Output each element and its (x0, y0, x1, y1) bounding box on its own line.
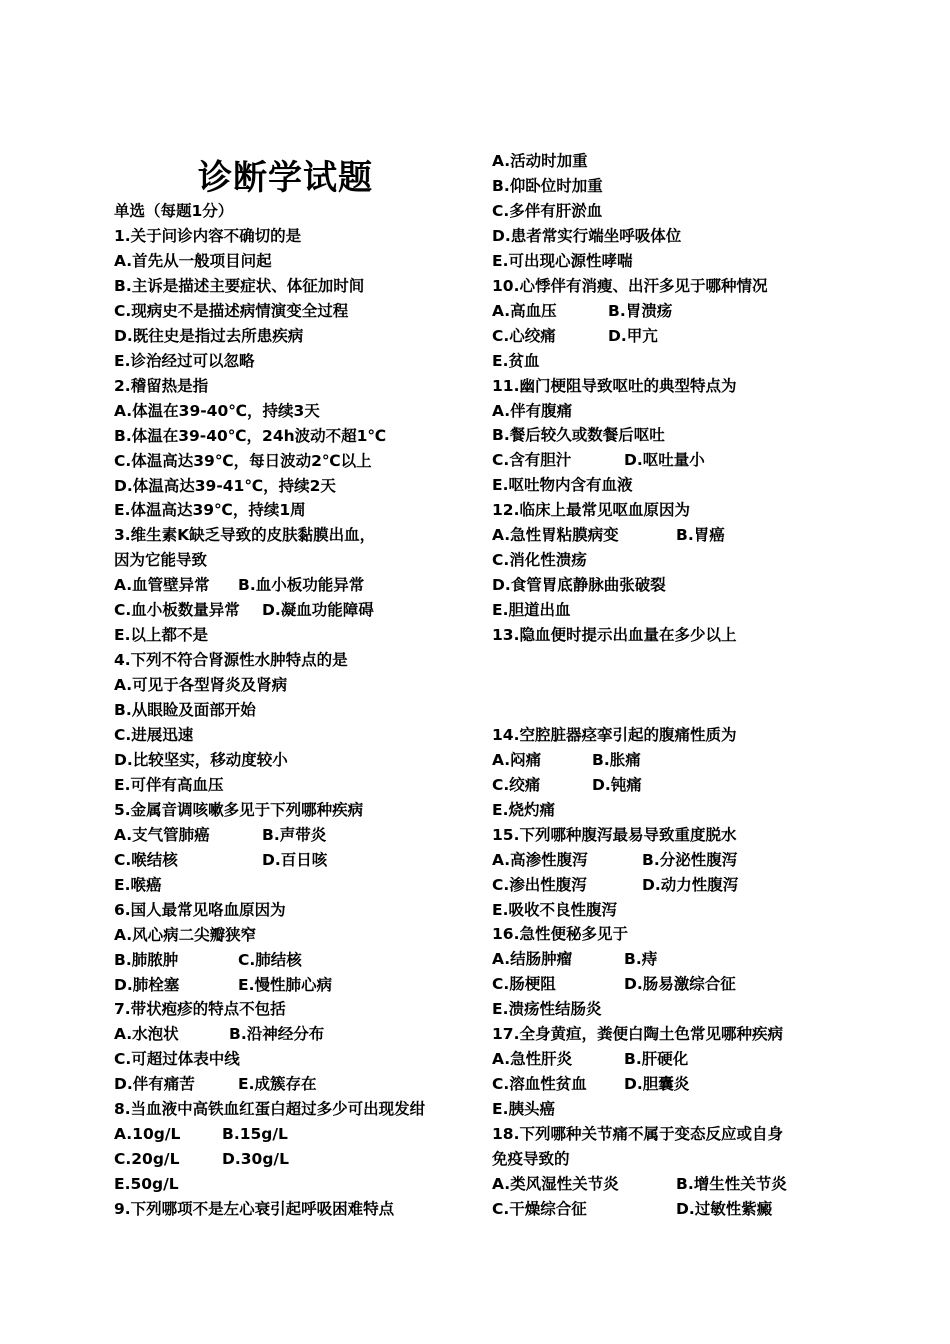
line-text: D.食管胃底静脉曲张破裂 (492, 576, 666, 595)
left-line (114, 1049, 240, 1069)
line-text: C.20g/L (114, 1150, 180, 1169)
right-line (492, 1049, 689, 1069)
left-line (114, 476, 336, 496)
left-line (114, 500, 306, 520)
line-text: 13.隐血便时提示出血量在多少以上 (492, 626, 737, 645)
left-line (114, 1099, 425, 1119)
line-option-second: D.呕吐量小 (624, 451, 705, 470)
line-option-second: E.慢性肺心病 (238, 975, 332, 994)
left-line (114, 550, 207, 570)
left-line (114, 625, 208, 645)
line-text: A.类风湿性关节炎 (492, 1174, 619, 1193)
right-line (492, 1124, 783, 1144)
line-text: E.溃疡性结肠炎 (492, 1000, 602, 1019)
line-text: E.胰头癌 (492, 1100, 555, 1119)
line-text: 6.国人最常见咯血原因为 (114, 900, 286, 919)
line-text: A.水泡状 (114, 1025, 179, 1044)
line-text: 2.稽留热是指 (114, 376, 209, 395)
right-line (492, 276, 767, 296)
line-option-second: D.肠易激综合征 (624, 975, 736, 994)
right-line (492, 900, 617, 920)
left-line (114, 975, 332, 995)
left-line (114, 999, 286, 1019)
line-option-second: B.胃癌 (676, 526, 725, 545)
left-line (114, 401, 320, 421)
line-text: 4.下列不符合肾源性水肿特点的是 (114, 651, 348, 670)
line-text: D.肺栓塞 (114, 975, 180, 994)
line-text: A.活动时加重 (492, 152, 588, 170)
line-text: 8.当血液中高铁血红蛋白超过多少可出现发绀 (114, 1100, 426, 1119)
line-text: A.10g/L (114, 1125, 181, 1144)
line-text: D.患者常实行端坐呼吸体位 (492, 226, 682, 245)
right-line (492, 750, 641, 770)
left-line (114, 351, 254, 371)
line-option-second: B.胀痛 (592, 750, 641, 769)
left-line (114, 1074, 317, 1094)
line-text: B.餐后较久或数餐后呕吐 (492, 426, 665, 445)
line-option-second: B.肝硬化 (624, 1050, 689, 1069)
line-text: A.急性肝炎 (492, 1050, 573, 1069)
line-option-second: D.百日咳 (262, 850, 328, 869)
line-text: A.支气管肺癌 (114, 825, 210, 844)
line-option-second: D.过敏性紫癜 (676, 1199, 773, 1218)
line-text: A.结肠肿瘤 (492, 950, 573, 969)
left-line (114, 1124, 288, 1144)
left-line (114, 900, 286, 920)
line-text: D.比较坚实，移动度较小 (114, 750, 288, 769)
line-option-second: B.沿神经分布 (229, 1025, 325, 1044)
left-line (114, 850, 328, 870)
line-text: C.消化性溃疡 (492, 551, 587, 570)
line-option-second: D.30g/L (222, 1150, 289, 1169)
line-text: B.主诉是描述主要症状、体征加时间 (114, 276, 365, 295)
right-line (492, 1024, 783, 1044)
right-line (492, 251, 632, 271)
line-text: E.可出现心源性哮喘 (492, 251, 633, 270)
line-option-second: D.动力性腹泻 (642, 875, 739, 894)
line-text: 14.空腔脏器痉挛引起的腹痛性质为 (492, 725, 737, 744)
line-option-second: B.分泌性腹泻 (642, 850, 738, 869)
right-line (492, 800, 555, 820)
line-text: E.诊治经过可以忽略 (114, 351, 255, 370)
right-line (492, 725, 736, 745)
line-text: C.多伴有肝淤血 (492, 201, 603, 220)
right-line (492, 425, 665, 445)
right-line (492, 825, 736, 845)
left-line (114, 700, 256, 720)
right-line (492, 401, 572, 421)
left-line (114, 226, 301, 246)
line-option-second: B.15g/L (222, 1125, 288, 1144)
left-line (114, 251, 272, 271)
line-text: C.渗出性腹泻 (492, 875, 587, 894)
line-text: A.可见于各型肾炎及肾病 (114, 676, 288, 695)
line-text: A.血管壁异常 (114, 576, 210, 595)
line-option-second: B.痔 (624, 950, 658, 969)
right-line (492, 351, 539, 371)
line-text: 18.下列哪种关节痛不属于变态反应或自身 (492, 1125, 783, 1144)
line-text: E.烧灼痛 (492, 800, 555, 819)
right-line (492, 625, 736, 645)
line-text: D.体温高达39-41℃，持续2天 (114, 476, 336, 495)
right-line (492, 226, 681, 246)
line-text: A.体温在39-40℃，持续3天 (114, 401, 320, 420)
line-text: 9.下列哪项不是左心衰引起呼吸困难特点 (114, 1200, 395, 1219)
section-header: 单选（每题1分） (114, 202, 234, 220)
line-text: C.溶血性贫血 (492, 1075, 587, 1094)
left-line (114, 650, 348, 670)
line-option-second: C.肺结核 (238, 950, 302, 969)
left-line (114, 800, 363, 820)
line-text: 免疫导致的 (492, 1150, 570, 1168)
right-line (492, 151, 588, 171)
line-text: A.首先从一般项目问起 (114, 251, 272, 270)
line-option-second: B.胃溃疡 (608, 301, 673, 320)
right-line (492, 376, 736, 396)
right-line (492, 500, 690, 520)
line-text: 3.维生素K缺乏导致的皮肤黏膜出血， (114, 526, 376, 545)
left-line (114, 1024, 325, 1044)
left-line (114, 675, 287, 695)
left-line (114, 376, 208, 396)
line-text: A.急性胃粘膜病变 (492, 526, 619, 545)
line-text: C.进展迅速 (114, 726, 194, 744)
line-text: 17.全身黄疸，粪便白陶土色常见哪种疾病 (492, 1025, 783, 1044)
right-line (492, 999, 601, 1019)
left-line (114, 326, 303, 346)
line-option-second: D.钝痛 (592, 775, 642, 794)
right-line (492, 176, 603, 196)
line-text: C.血小板数量异常 (114, 601, 240, 620)
left-line (114, 875, 161, 895)
line-option-second: E.成簇存在 (238, 1075, 317, 1094)
right-line (492, 875, 739, 895)
line-text: A.高渗性腹泻 (492, 850, 588, 869)
right-line (492, 949, 658, 969)
line-option-second: B.声带炎 (262, 825, 327, 844)
left-line (114, 600, 374, 620)
right-line (492, 525, 725, 545)
right-line (492, 550, 587, 570)
right-line (492, 450, 705, 470)
left-line (114, 276, 364, 296)
left-line (114, 575, 365, 595)
line-option-second: D.甲亢 (608, 326, 658, 345)
right-line (492, 1099, 555, 1119)
left-line (114, 925, 256, 945)
line-text: A.闷痛 (492, 750, 542, 769)
right-line (492, 201, 602, 221)
line-text: 10.心悸伴有消瘦、出汗多见于哪种情况 (492, 276, 768, 295)
line-option-second: D.凝血功能障碍 (262, 601, 374, 620)
left-line (114, 950, 302, 970)
line-text: 1.关于问诊内容不确切的是 (114, 227, 302, 245)
right-line (492, 475, 632, 495)
line-text: 15.下列哪种腹泻最易导致重度脱水 (492, 825, 737, 844)
right-line (492, 1174, 787, 1194)
left-line (114, 525, 375, 545)
right-line (492, 924, 628, 944)
left-line (114, 451, 372, 471)
line-option-second: D.胆囊炎 (624, 1075, 690, 1094)
left-line (114, 301, 348, 321)
left-line (114, 775, 223, 795)
line-text: 16.急性便秘多见于 (492, 925, 628, 944)
line-text: 11.幽门梗阻导致呕吐的典型特点为 (492, 376, 737, 395)
line-text: 12.临床上最常见呕血原因为 (492, 501, 690, 520)
line-text: B.体温在39-40℃，24h波动不超1℃ (114, 426, 387, 445)
line-text: E.胆道出血 (492, 601, 571, 620)
line-option-second: B.增生性关节炎 (676, 1174, 787, 1193)
line-text: D.既往史是指过去所患疾病 (114, 326, 304, 345)
right-line (492, 575, 666, 595)
line-text: E.呕吐物内含有血液 (492, 476, 633, 495)
line-text: E.以上都不是 (114, 626, 208, 645)
right-line (492, 1149, 570, 1169)
line-text: B.肺脓肿 (114, 950, 179, 969)
line-text: D.伴有痛苦 (114, 1075, 195, 1094)
left-line (114, 750, 288, 770)
line-text: C.体温高达39℃，每日波动2℃以上 (114, 451, 372, 470)
left-line (114, 1199, 394, 1219)
line-text: A.高血压 (492, 301, 557, 320)
line-text: E.可伴有高血压 (114, 775, 224, 794)
right-line (492, 301, 673, 321)
line-text: 5.金属音调咳嗽多见于下列哪种疾病 (114, 800, 364, 819)
line-option-second: B.血小板功能异常 (238, 576, 365, 595)
line-text: B.从眼睑及面部开始 (114, 701, 256, 720)
right-line (492, 775, 642, 795)
line-text: C.可超过体表中线 (114, 1050, 240, 1069)
line-text: 7.带状疱疹的特点不包括 (114, 1000, 286, 1019)
right-line (492, 326, 658, 346)
line-text: 因为它能导致 (114, 551, 208, 570)
line-text: E.贫血 (492, 351, 540, 370)
line-text: C.肠梗阻 (492, 975, 556, 994)
left-line (114, 725, 193, 745)
line-text: A.风心病二尖瓣狭窄 (114, 925, 257, 944)
line-text: B.仰卧位时加重 (492, 176, 603, 195)
page-title: 诊断学试题 (198, 158, 373, 198)
left-line (114, 426, 386, 446)
right-line (492, 600, 570, 620)
right-line (492, 1074, 690, 1094)
line-text: C.含有胆汁 (492, 451, 572, 470)
left-line (114, 825, 327, 845)
line-text: C.绞痛 (492, 775, 541, 794)
line-text: E.喉癌 (114, 875, 162, 894)
line-text: A.伴有腹痛 (492, 401, 573, 420)
line-text: C.心绞痛 (492, 326, 556, 345)
left-line (114, 1174, 179, 1194)
line-text: C.现病史不是描述病情演变全过程 (114, 301, 349, 320)
line-text: E.体温高达39℃，持续1周 (114, 501, 306, 520)
line-text: C.喉结核 (114, 850, 178, 869)
line-text: E.吸收不良性腹泻 (492, 900, 617, 919)
left-line (114, 1149, 289, 1169)
right-line (492, 850, 738, 870)
right-line (492, 1199, 773, 1219)
line-text: E.50g/L (114, 1175, 179, 1194)
line-text: C.干燥综合征 (492, 1199, 587, 1218)
right-line (492, 974, 736, 994)
